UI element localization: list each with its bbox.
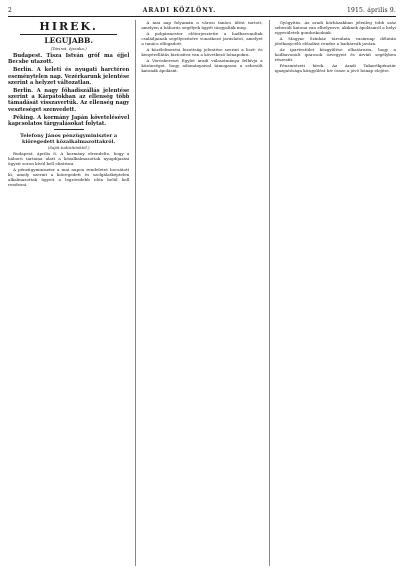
column-2 (135, 20, 262, 566)
article-paragraph: A pénzügyminiszter a mai napon rendeletet bocsátott ki, amely szerint a kiöregedett és szolgálatképtelen alkalmazottak ügyeit a legrövidebb időn belül kell rendezni. (8, 167, 130, 188)
section-masthead: HIREK. (39, 20, 98, 33)
section-subhead: LEGUJABB. (44, 36, 93, 45)
article-paragraph: Pénzintézeti hírek. Az Aradi Takarékpénztár igazgatósága közgyűlést hív össze a jövő hónap elejére. (274, 63, 396, 74)
intro-lead: Budapest. Tisza István gróf ma éjjel Becsbe utazott. (8, 53, 130, 66)
article-paragraph: Budapest, április 8. A kormány elrendelte, hogy a háború tartama alatt a közalkalmazottak nyugdíjazási ügyeit soron kívül kell elintézni. (8, 151, 130, 167)
article-note: (Saját tudósítónktól.) (47, 145, 90, 151)
columns (8, 20, 396, 566)
news-item: Berlin. A keleti és nyugati harctéren eseménytelen nap. Vezérkarunk jelentése szerint a helyzet változatlan. (8, 67, 130, 86)
masthead-rule (20, 34, 117, 35)
newspaper-title: ARADI KÖZLÖNY. (142, 7, 217, 14)
article-title: Telefony János pénzügyminiszter a kiöregedett közalkalmazottakról. (20, 133, 118, 146)
header-rule (8, 16, 396, 17)
article-paragraph: Az ipartestület közgyűlése elhatározta, hogy a hadbavonult iparosok özvegyeit és árváit segélyben részesíti. (274, 47, 396, 63)
telegram-note: (Távirat, éjszaka.) (50, 46, 87, 51)
news-item: Berlin. A nagy főhadiszállás jelentése szerint a Kárpátokban az ellenség több támadását visszavertük. Az ellenség nagy veszteséget szenvedett. (8, 88, 130, 113)
article-paragraph: A Magyar Színház társulata vasárnap délután jótékonycélú előadást rendez a hadiárvák javára. (274, 36, 396, 47)
article-paragraph: A Vöröskereszt Egylet aradi választmánya felhívja a közönséget, hogy adományaival támogassa a sebesült katonák ápolását. (141, 58, 263, 74)
article-paragraph: A közélelmezési bizottság jelentése szerint a liszt- és kenyérellátás biztosítva van a következő hónapokra. (141, 47, 263, 58)
news-item: Péking. A kormány Japán követelésével kapcsolatos tárgyalásokat folytat. (8, 114, 130, 128)
article-paragraph: A mai nap folyamán a városi tanács ülést tartott, amelyen a háborús segélyek ügyét tárgyalták meg. (141, 20, 263, 31)
article-paragraph: Gyógyítás. Az aradi kórházakban jelenleg több száz sebesült katona van elhelyezve, akiknek ápolásáról a helyi egyesületek gondoskodnak. (274, 20, 396, 36)
issue-date: 1915. április 9. (346, 7, 396, 14)
separator (54, 129, 84, 130)
column-3 (269, 20, 396, 566)
article-paragraph: A polgármester előterjesztette a hadbavonultak családjainak segélyezésére vonatkozó javaslatot, amelyet a tanács elfogadott. (141, 31, 263, 47)
column-1 (8, 20, 129, 566)
page-number: 2 (8, 7, 13, 14)
page-header (8, 4, 396, 14)
